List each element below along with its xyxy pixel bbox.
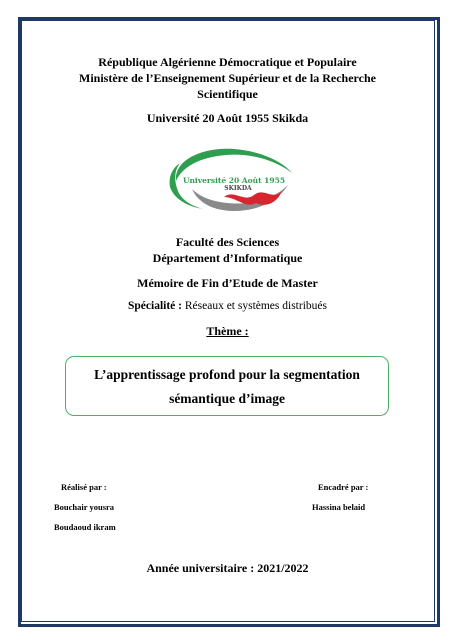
- department-name: Département d’Informatique: [152, 251, 303, 265]
- supervisor-name: Hassina belaid: [312, 502, 366, 512]
- university-logo: [164, 145, 298, 213]
- academic-year: Année universitaire : 2021/2022: [146, 561, 309, 575]
- theme-label: Thème :: [206, 324, 249, 338]
- republic-heading: République Algérienne Démocratique et Populaire: [98, 55, 357, 69]
- logo-green-swoosh-left: [170, 163, 204, 209]
- faculty-name: Faculté des Sciences: [175, 235, 280, 249]
- logo-red-wave: [224, 191, 282, 205]
- specialty-value: Réseaux et systèmes distribués: [184, 300, 327, 312]
- logo-text-line2: SKIKDA: [224, 185, 252, 192]
- logo-text-line1: Université 20 Août 1955: [182, 176, 286, 185]
- supervised-by-label: Encadré par :: [318, 482, 369, 492]
- university-name: Université 20 Août 1955 Skikda: [146, 111, 309, 125]
- ministry-heading-line1: Ministère de l’Enseignement Supérieur et de la Recherche: [79, 71, 376, 85]
- realised-by-label: Réalisé par :: [61, 482, 107, 492]
- specialty-line: [0, 300, 455, 312]
- theme-title-line2: sémantique d’image: [169, 391, 285, 406]
- ministry-heading-line2: Scientifique: [197, 87, 258, 101]
- memoire-title: Mémoire de Fin d’Etude de Master: [137, 276, 318, 290]
- specialty-label: Spécialité :: [128, 300, 182, 312]
- student-name: Bouchair yousra: [54, 502, 115, 512]
- theme-box: [65, 356, 389, 416]
- student-name: Boudaoud ikram: [54, 522, 116, 532]
- theme-title-line1: L’apprentissage profond pour la segmentation: [94, 367, 360, 382]
